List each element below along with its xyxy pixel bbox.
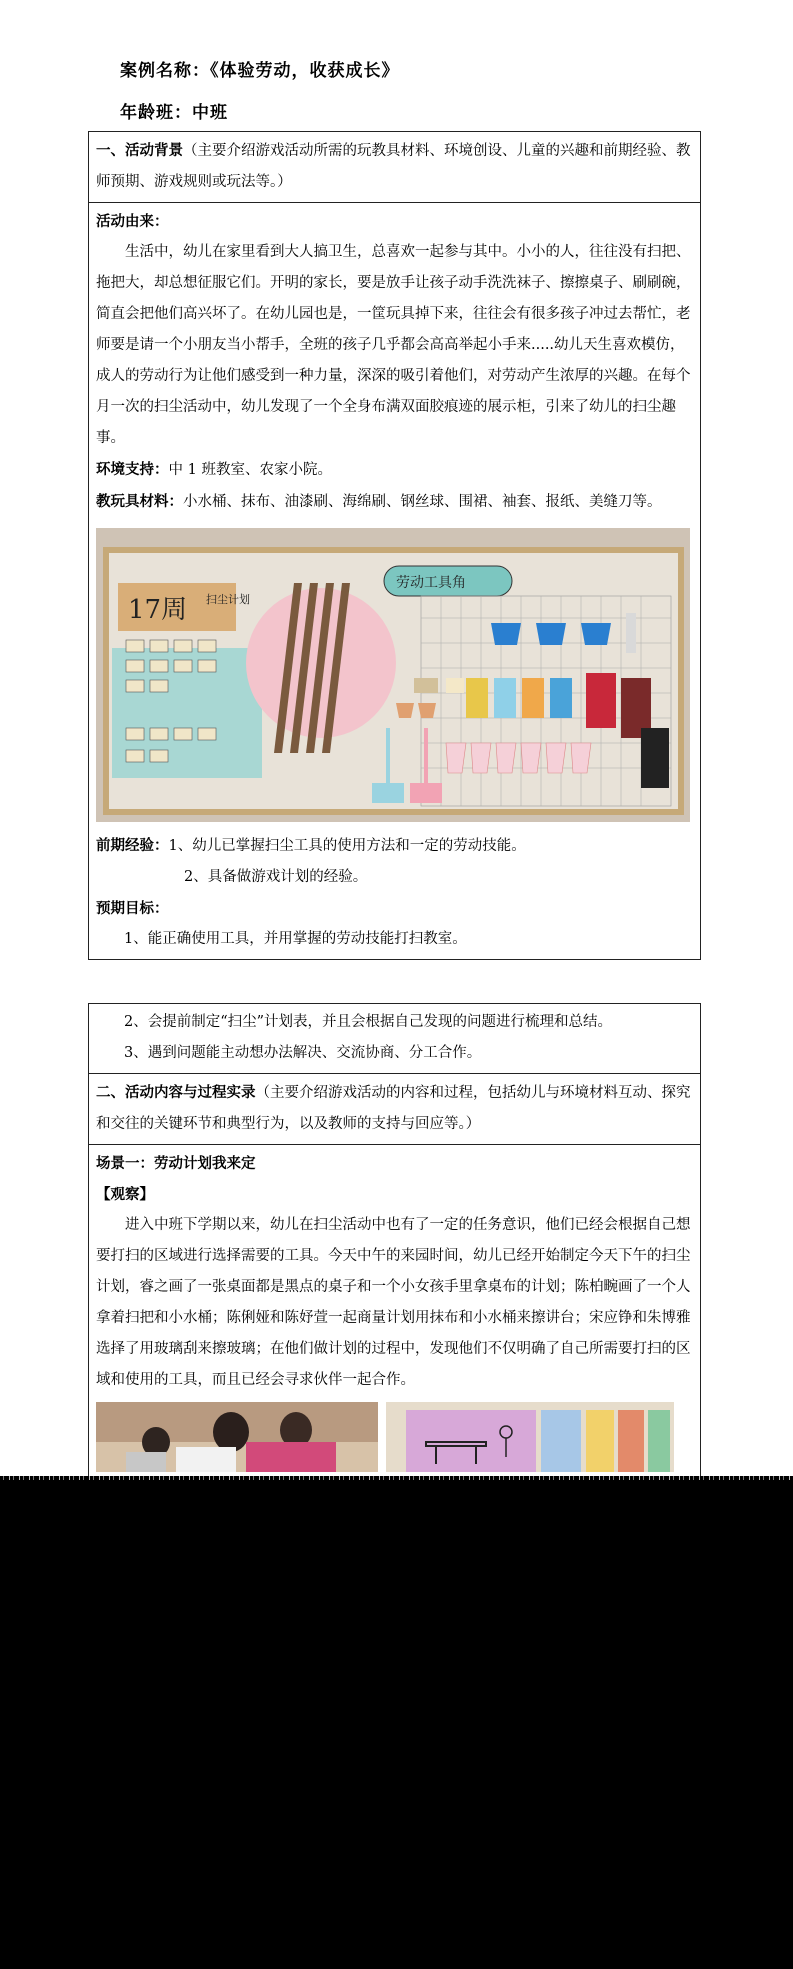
section2-title-note: （主要介绍游戏活动的内容和过程，包括幼儿与环境材料互动、探究和交往的关键环节和典型行为，以及教师的支持与回应等。）	[96, 1085, 691, 1132]
origin-label: 活动由来：	[96, 213, 169, 230]
age-class-value: 中班	[192, 103, 228, 123]
section1-body-cell	[89, 203, 701, 960]
case-name-label: 案例名称：	[120, 61, 210, 81]
observe-text: 进入中班下学期以来，幼儿在扫尘活动中也有了一定的任务意识，他们已经会根据自己想要打扫的区域进行选择需要的工具。今天中午的来园时间，幼儿已经开始制定今天下午的扫尘计划，睿之画了一张桌面都是黑点的桌子和一个小女孩手里拿桌布的计划；陈柏畹画了一个人拿着扫把和小水桶；陈俐娅和陈妤萱一起商量计划用抹布和小水桶来擦讲台；宋应铮和朱博雅选择了用玻璃刮来擦玻璃；在他们做计划的过程中，发现他们不仅明确了自己所需要打扫的区域和使用的工具，而且已经会寻求伙伴一起合作。	[96, 1217, 691, 1388]
environment-label: 环境支持：	[96, 461, 169, 478]
expected-goal-item-2: 2、会提前制定“扫尘”计划表，并且会根据自己发现的问题进行梳理和总结。	[124, 1014, 613, 1030]
materials-text: 小水桶、抹布、油漆刷、海绵刷、钢丝球、围裙、袖套、报纸、美缝刀等。	[183, 494, 662, 510]
goals-continued-cell	[89, 1004, 701, 1074]
tool-corner-sign-text: 劳动工具角	[396, 575, 466, 591]
board-week-text: 17周	[128, 595, 188, 625]
section1-heading-cell	[89, 132, 701, 203]
section1-title: 一、活动背景	[96, 142, 183, 159]
case-name-value: 《体验劳动，收获成长》	[210, 61, 400, 81]
tool-corner-photo	[96, 528, 690, 822]
environment-line	[96, 454, 693, 486]
section1-title-note: （主要介绍游戏活动所需的玩教具材料、环境创设、儿童的兴趣和前期经验、教师预期、游戏规则或玩法等。）	[96, 143, 691, 190]
scene-one-label: 场景一：劳动计划我来定	[96, 1155, 256, 1172]
occluded-region	[0, 1480, 793, 1969]
environment-text: 中 1 班教室、农家小院。	[168, 462, 332, 478]
expected-goal-item-3: 3、遇到问题能主动想办法解决、交流协商、分工合作。	[124, 1045, 482, 1061]
process-table	[88, 1003, 701, 1477]
materials-line	[96, 486, 693, 518]
prior-experience-line1	[96, 830, 693, 862]
prior-experience-label: 前期经验：	[96, 837, 169, 854]
children-planning-photo	[96, 1402, 378, 1472]
board-plan-text: 扫尘计划	[206, 593, 250, 606]
age-class-label: 年龄班：	[120, 103, 192, 123]
section2-heading-cell	[89, 1074, 701, 1145]
origin-text: 生活中，幼儿在家里看到大人搞卫生，总喜欢一起参与其中。小小的人，往往没有扫把、拖把大，却总想征服它们。开明的家长，要是放手让孩子动手洗洗袜子、擦擦桌子、刷刷碗，简直会把他们高兴坏了。在幼儿园也是，一筐玩具掉下来，往往会有很多孩子冲过去帮忙，老师要是请一个小朋友当小帮手，全班的孩子几乎都会高高举起小手来.....幼儿天生喜欢模仿，成人的劳动行为让他们感受到一种力量，深深的吸引着他们，对劳动产生浓厚的兴趣。在每个月一次的扫尘活动中，幼儿发现了一个全身布满双面胶痕迹的展示柜，引来了幼儿的扫尘趣事。	[96, 244, 691, 446]
section2-body-cell	[89, 1145, 701, 1477]
prior-experience-item-2: 2、具备做游戏计划的经验。	[184, 869, 368, 885]
case-name-line	[120, 56, 400, 81]
expected-goal-item-1: 1、能正确使用工具，并用掌握的劳动技能打扫教室。	[124, 931, 467, 947]
section2-title: 二、活动内容与过程实录	[96, 1084, 256, 1101]
age-class-line	[120, 98, 228, 123]
materials-label: 教玩具材料：	[96, 493, 183, 510]
scene-photo-row	[96, 1402, 693, 1472]
observe-label: 【观察】	[96, 1186, 154, 1203]
prior-experience-item-1: 1、幼儿已掌握扫尘工具的使用方法和一定的劳动技能。	[168, 838, 526, 854]
plan-drawings-photo	[386, 1402, 674, 1472]
expected-goals-label: 预期目标：	[96, 900, 169, 917]
tool-corner-illustration	[96, 528, 690, 822]
background-table	[88, 131, 701, 960]
